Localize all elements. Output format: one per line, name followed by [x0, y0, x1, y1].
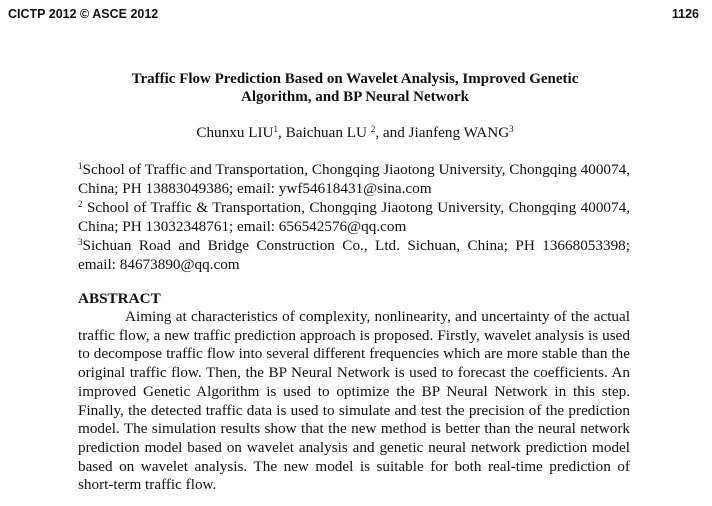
affiliations [78, 161, 630, 274]
affiliation-mark: 1 [78, 161, 83, 171]
affiliation-text: School of Traffic and Transportation, Chongqing Jiaotong University, Chongqing 400074, China; PH 13883049386; email: ywf54618431@sina.com [78, 161, 630, 197]
author-affil-mark: 3 [509, 124, 514, 134]
affiliation-mark: 2 [78, 198, 83, 209]
page-number: 1126 [671, 7, 699, 21]
author-affil-mark: 2 [370, 124, 376, 134]
affiliation-mark: 3 [78, 236, 83, 247]
title-line-1: Traffic Flow Prediction Based on Wavelet Analysis, Improved Genetic [131, 71, 579, 87]
page-header [8, 7, 699, 27]
conference-label: CICTP 2012 © ASCE 2012 [8, 7, 159, 21]
paper-title [60, 70, 650, 106]
affiliation-text: School of Traffic & Transportation, Chongqing Jiaotong University, Chongqing 400074, China; PH 13032348761; email: 656542576@qq.com [78, 198, 630, 235]
abstract-heading: ABSTRACT [78, 290, 161, 307]
affiliation-text: Sichuan Road and Bridge Construction Co., Ltd. Sichuan, China; PH 13668053398; email: 84673890@qq.com [78, 236, 630, 273]
author-name: Jianfeng WANG [408, 124, 510, 141]
author-name: Chunxu LIU [196, 124, 274, 141]
author-name: Baichuan LU [285, 124, 371, 141]
affiliation-item [78, 237, 630, 275]
affiliation-item [78, 161, 630, 199]
affiliation-item [78, 199, 630, 237]
author-affil-mark: 1 [273, 124, 279, 134]
abstract-text: Aiming at characteristics of complexity, nonlinearity, and uncertainty of the actual traffic flow, a new traffic prediction approach is proposed. Firstly, wavelet analysis is used to decompose traffic flow into several different frequencies which are more stable than the original traffic flow. Then, the BP Neural Network is used to forecast the coefficients. An improved Genetic Algorithm is used to optimize the BP Neural Network in this step. Finally, the detected traffic data is used to simulate and test the precision of the prediction model. The simulation results show that the new method is better than the neural network prediction model based on wavelet analysis and genetic neural network prediction model based on wavelet analysis. The new model is suitable for both real-time prediction of short-term traffic flow. [78, 308, 630, 494]
author-separator: , and [375, 124, 409, 141]
title-line-2: Algorithm, and BP Neural Network [241, 89, 469, 105]
author-separator: , [278, 124, 286, 141]
author-list [60, 124, 650, 142]
